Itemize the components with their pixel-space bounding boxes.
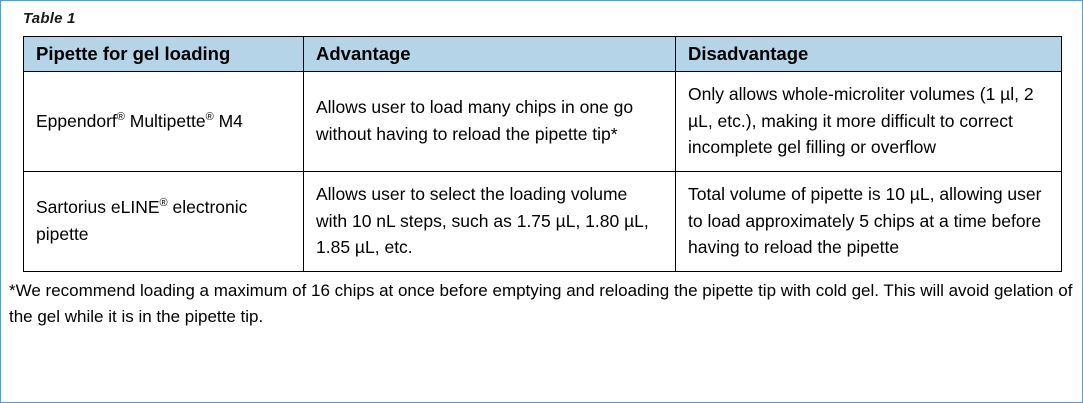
cell-advantage: Allows user to select the loading volume with 10 nL steps, such as 1.75 µL, 1.80 µL, 1.85 µL, etc. <box>304 171 676 271</box>
table-body <box>24 72 1062 272</box>
column-header-advantage: Advantage <box>304 37 676 72</box>
registered-mark-icon: ® <box>159 197 168 210</box>
pipette-name-part1: Sartorius eLINE <box>36 197 160 218</box>
table-container <box>23 36 1061 272</box>
cell-advantage: Allows user to load many chips in one go without having to reload the pipette tip* <box>304 72 676 172</box>
table-row <box>24 171 1062 271</box>
comparison-table <box>23 36 1062 272</box>
cell-pipette-name <box>24 171 304 271</box>
cell-pipette-name <box>24 72 304 172</box>
table-footnote: *We recommend loading a maximum of 16 chips at once before emptying and reloading the pipette tip with cold gel. This will avoid gelation of the gel while it is in the pipette tip. <box>9 280 1073 327</box>
table-row <box>24 72 1062 172</box>
pipette-name-part1: Eppendorf <box>36 110 117 131</box>
pipette-name-part3: M4 <box>213 110 243 131</box>
pipette-name-part2: electronic pipette <box>36 197 248 244</box>
cell-disadvantage: Only allows whole-microliter volumes (1 µl, 2 µL, etc.), making it more difficult to correct incomplete gel filling or overflow <box>676 72 1062 172</box>
registered-mark-icon: ® <box>205 110 214 123</box>
cell-disadvantage: Total volume of pipette is 10 µL, allowing user to load approximately 5 chips at a time before having to reload the pipette <box>676 171 1062 271</box>
table-header <box>24 37 1062 72</box>
column-header-disadvantage: Disadvantage <box>676 37 1062 72</box>
table-header-row <box>24 37 1062 72</box>
column-header-pipette: Pipette for gel loading <box>24 37 304 72</box>
registered-mark-icon: ® <box>116 110 125 123</box>
pipette-name-part2: Multipette <box>124 110 206 131</box>
table-caption: Table 1 <box>23 10 76 27</box>
